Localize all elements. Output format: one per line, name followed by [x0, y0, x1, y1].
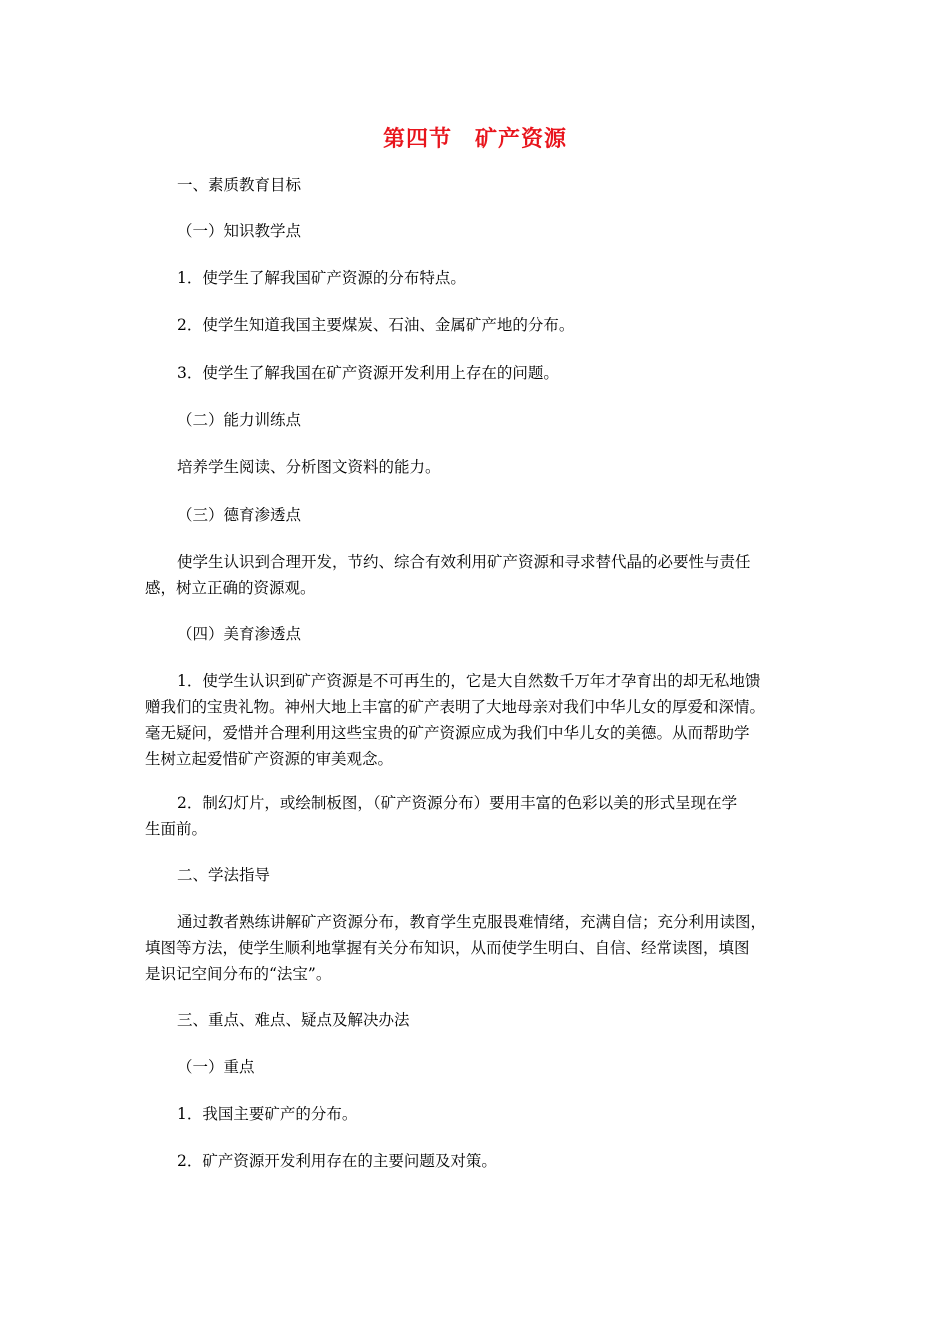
section-heading-1: 一、素质教育目标: [177, 176, 302, 194]
paragraph-line: 填图等方法，使学生顺利地掌握有关分布知识，从而使学生明白、自信、经常读图，填图: [145, 939, 750, 957]
section-heading-2: 二、学法指导: [177, 866, 271, 884]
paragraph-method: [145, 909, 800, 987]
section-heading-3: 三、重点、难点、疑点及解决办法: [177, 1011, 410, 1029]
paragraph-line: 1．使学生认识到矿产资源是不可再生的，它是大自然数千万年才孕育出的却无私地馈: [177, 672, 761, 690]
list-item: 1．使学生了解我国矿产资源的分布特点。: [177, 269, 466, 287]
paragraph-line: 毫无疑问，爱惜并合理利用这些宝贵的矿产资源应成为我们中华儿女的美德。从而帮助学: [145, 724, 750, 742]
subsection-moral: （三）德育渗透点: [177, 506, 302, 524]
paragraph-line: 使学生认识到合理开发，节约、综合有效利用矿产资源和寻求替代晶的必要性与责任: [177, 553, 751, 571]
subsection-ability: （二）能力训练点: [177, 411, 302, 429]
paragraph-line: 是识记空间分布的“法宝”。: [145, 965, 332, 983]
paragraph: 培养学生阅读、分析图文资料的能力。: [177, 458, 441, 476]
paragraph-line: 生面前。: [145, 820, 208, 838]
subsection-key-points: （一）重点: [177, 1058, 255, 1076]
page-title: 第四节 矿产资源: [382, 126, 567, 152]
paragraph-aesthetic-2: [145, 790, 800, 842]
paragraph-line: 通过教者熟练讲解矿产资源分布，教育学生克服畏难情绪，充满自信；充分利用读图，: [177, 913, 767, 931]
list-item: 3．使学生了解我国在矿产资源开发利用上存在的问题。: [177, 364, 559, 382]
list-item: 2．使学生知道我国主要煤炭、石油、金属矿产地的分布。: [177, 316, 575, 334]
paragraph-line: 2．制幻灯片，或绘制板图，（矿产资源分布）要用丰富的色彩以美的形式呈现在学: [177, 794, 738, 812]
paragraph-aesthetic-1: [145, 668, 800, 772]
list-item: 1．我国主要矿产的分布。: [177, 1105, 358, 1123]
paragraph-moral: [145, 549, 800, 601]
list-item: 2．矿产资源开发利用存在的主要问题及对策。: [177, 1152, 497, 1170]
subsection-knowledge: （一）知识教学点: [177, 222, 302, 240]
paragraph-line: 生树立起爱惜矿产资源的审美观念。: [145, 750, 394, 768]
paragraph-line: 感，树立正确的资源观。: [145, 579, 316, 597]
subsection-aesthetic: （四）美育渗透点: [177, 625, 302, 643]
paragraph-line: 赠我们的宝贵礼物。神州大地上丰富的矿产表明了大地母亲对我们中华儿女的厚爱和深情。: [145, 698, 766, 716]
